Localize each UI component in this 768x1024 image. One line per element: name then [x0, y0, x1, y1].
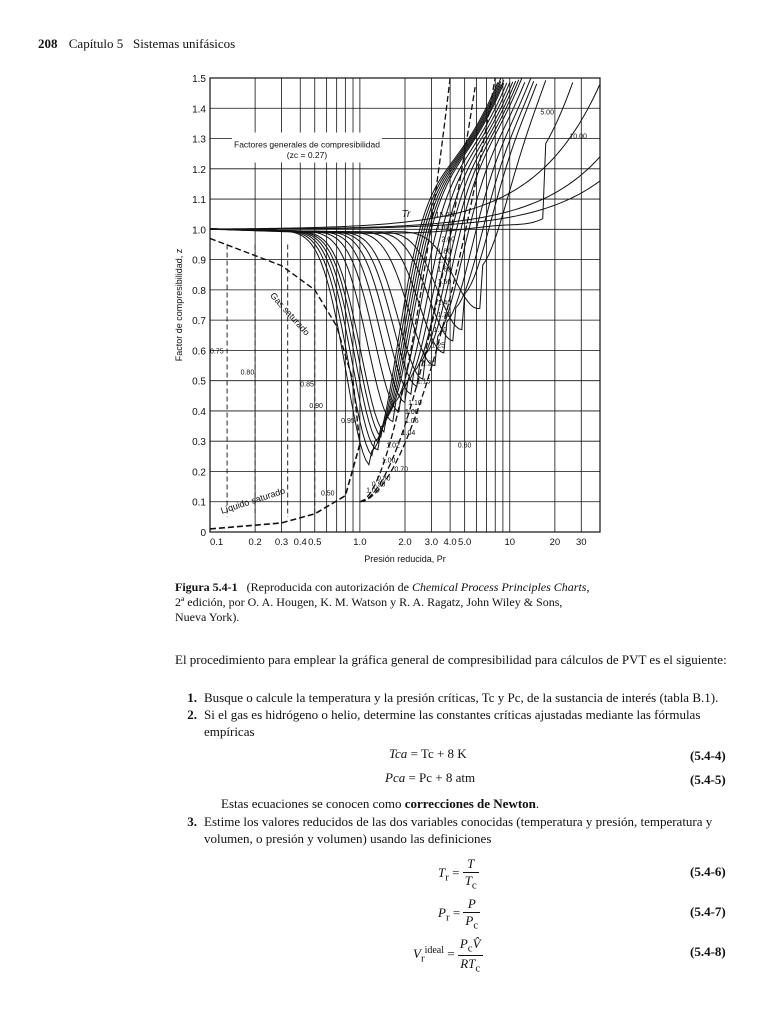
x-axis-label: Presión reducida, Pr — [364, 554, 446, 564]
x-tick-label: 30 — [575, 537, 587, 548]
equation-5-4-6: $T_r$ = $\frac{T}{T_c}$ — [438, 856, 477, 892]
x-tick-label: 10 — [504, 537, 516, 548]
curve-label: 0.95 — [341, 418, 355, 426]
eq-number: (5.4-6) — [690, 864, 726, 879]
y-tick-label: 1.5 — [192, 74, 206, 85]
curve-label: 1.08 — [405, 408, 419, 416]
step-number: 1. — [187, 690, 197, 705]
curve-label: 15.00 — [435, 212, 454, 220]
chart-title: Factores generales de compresibilidad — [234, 139, 380, 150]
chapter-title: Sistemas unifásicos — [133, 36, 236, 51]
x-tick-label: 0.4 — [293, 537, 307, 548]
curve-label: 1.06 — [405, 418, 419, 426]
curve-label: 0.50 — [320, 490, 335, 498]
curve-label: 0.90 — [371, 481, 386, 489]
y-tick-label: 0 — [200, 528, 206, 539]
y-tick-label: 0.3 — [192, 437, 206, 449]
curve-label: 0.85 — [300, 381, 314, 389]
curve-label: 0.70 — [394, 466, 409, 474]
curve-label: 3.00 — [435, 224, 450, 232]
equation-5-4-7: $P_r$ = $\frac{P}{P_c}$ — [438, 896, 479, 932]
eq-number: (5.4-8) — [690, 944, 726, 959]
step-number: 3. — [187, 814, 197, 829]
caption-book: Chemical Process Principles Charts — [411, 580, 587, 594]
curve-label: 10.00 — [569, 133, 587, 141]
curve-label: 0.75 — [210, 348, 224, 356]
curve-label: 1.20 — [422, 360, 436, 368]
eq-lhs: Pca — [385, 770, 406, 785]
figure-caption — [175, 580, 595, 625]
curve-label: 0.80 — [240, 369, 255, 377]
caption-label: Figura 5.4-1 — [175, 580, 238, 594]
y-tick-label: 0.9 — [192, 255, 206, 267]
y-tick-label: 0.5 — [192, 376, 206, 388]
curve-label: 1.10 — [408, 399, 422, 407]
curve-label: 1.02 — [386, 442, 400, 450]
caption-text-before: (Reproducida con autorización de — [246, 580, 409, 594]
curve-label: 0.90 — [309, 402, 323, 410]
curve-label: 1.25 — [431, 342, 446, 350]
curve-label: 2.00 — [441, 236, 456, 244]
page-number: 208 — [38, 36, 58, 51]
x-tick-label: 0.1 — [210, 537, 224, 548]
curve-label: 1.04 — [401, 430, 416, 438]
curve-label: 1.50 — [437, 278, 452, 286]
liquido-saturado-label: Líquido saturado — [219, 485, 287, 516]
curve-label: 5.00 — [540, 109, 554, 117]
curve-label: 1.70 — [437, 257, 452, 265]
curve-label: 1.00 — [381, 457, 396, 465]
y-tick-label: 0.8 — [192, 285, 206, 297]
eq-rhs: = Pc + 8 atm — [408, 770, 476, 785]
curve-label: 1.60 — [437, 266, 452, 274]
chart-subtitle: (zc = 0.27) — [286, 150, 328, 161]
step-number: 2. — [187, 707, 197, 722]
eq-number: (5.4-4) — [690, 748, 726, 763]
chapter-label: Capítulo 5 — [68, 36, 124, 51]
eq-lhs: Tca — [389, 746, 408, 761]
equation-5-4-4 — [389, 746, 467, 762]
y-tick-label: 1.0 — [192, 225, 206, 237]
x-tick-label: 0.5 — [308, 537, 322, 548]
steps-list — [175, 689, 735, 740]
y-tick-label: 1.3 — [192, 134, 206, 146]
y-tick-label: 0.7 — [192, 316, 206, 328]
curve-label: 1.80 — [437, 248, 452, 256]
page-header — [38, 36, 235, 52]
eq-rhs: = Tc + 8 K — [410, 746, 467, 761]
y-tick-label: 0.2 — [192, 467, 206, 479]
equation-5-4-8: $V_r^{ideal}$ = $\frac{P_cV̂}{RT_c}$ — [413, 936, 481, 975]
curve-label: 1.00 — [366, 487, 380, 495]
x-tick-label: 3.0 — [424, 537, 439, 548]
x-tick-label: 20 — [549, 537, 561, 548]
newton-sentence: Estas ecuaciones se conocen como correcciones de Newton. — [221, 796, 540, 811]
chart-svg — [170, 66, 610, 586]
x-tick-label: 0.3 — [274, 537, 289, 548]
y-tick-label: 0.4 — [192, 406, 206, 418]
x-tick-label: 1.0 — [353, 537, 367, 548]
list-item — [175, 813, 735, 847]
step-text: Busque o calcule la temperatura y la presión críticas, Tc y Pc, de la sustancia de interés (tabla B.1). — [204, 690, 719, 705]
curve-label: 1.35 — [437, 312, 452, 320]
newton-text: Estas ecuaciones se conocen como — [221, 796, 402, 811]
eq-number: (5.4-5) — [690, 772, 726, 787]
list-item — [175, 689, 735, 706]
x-tick-label: 4.0 — [443, 537, 457, 548]
x-tick-label: 0.2 — [248, 537, 262, 548]
compressibility-chart — [170, 66, 610, 586]
caption-text-after: , 2ª edición, por O. A. Hougen, K. M. Watson y R. A. Ragatz, John Wiley & Sons, Nueva York). — [175, 580, 590, 624]
y-axis-label: Factor de compresibilidad, z — [174, 248, 184, 362]
step-text: Estime los valores reducidos de las dos variables conocidas (temperatura y presión, temperatura y volumen, o presión y volumen) usando las definiciones — [204, 814, 713, 846]
y-tick-label: 0.1 — [192, 497, 206, 509]
y-tick-label: 1.2 — [192, 164, 206, 176]
newton-bold: correcciones de Newton — [404, 796, 536, 811]
gas-saturado-label: Gas saturado — [268, 290, 312, 338]
curve-label: 1.30 — [433, 327, 448, 335]
curve-label: 0.80 — [376, 475, 391, 483]
tr-symbol: Tr — [401, 209, 411, 221]
tr-curve — [210, 81, 516, 394]
curve-label: 0.60 — [457, 442, 472, 450]
y-tick-label: 1.1 — [192, 195, 206, 207]
list-item — [175, 706, 735, 740]
equation-5-4-5 — [385, 770, 475, 786]
liquid-line — [210, 444, 360, 529]
curve-label: 1.40 — [437, 300, 452, 307]
step-text: Si el gas es hidrógeno o helio, determine las constantes críticas ajustadas mediante las fórmulas empíricas — [204, 707, 701, 739]
y-tick-label: 1.4 — [192, 104, 206, 116]
intro-paragraph: El procedimiento para emplear la gráfica general de compresibilidad para cálculos de PVT es el siguiente: — [175, 652, 727, 667]
y-tick-label: 0.6 — [192, 346, 206, 358]
curve-label: 1.15 — [416, 378, 431, 386]
eq-number: (5.4-7) — [690, 904, 726, 919]
x-tick-label: 2.0 — [398, 537, 412, 548]
x-tick-label: 5.0 — [458, 537, 472, 548]
